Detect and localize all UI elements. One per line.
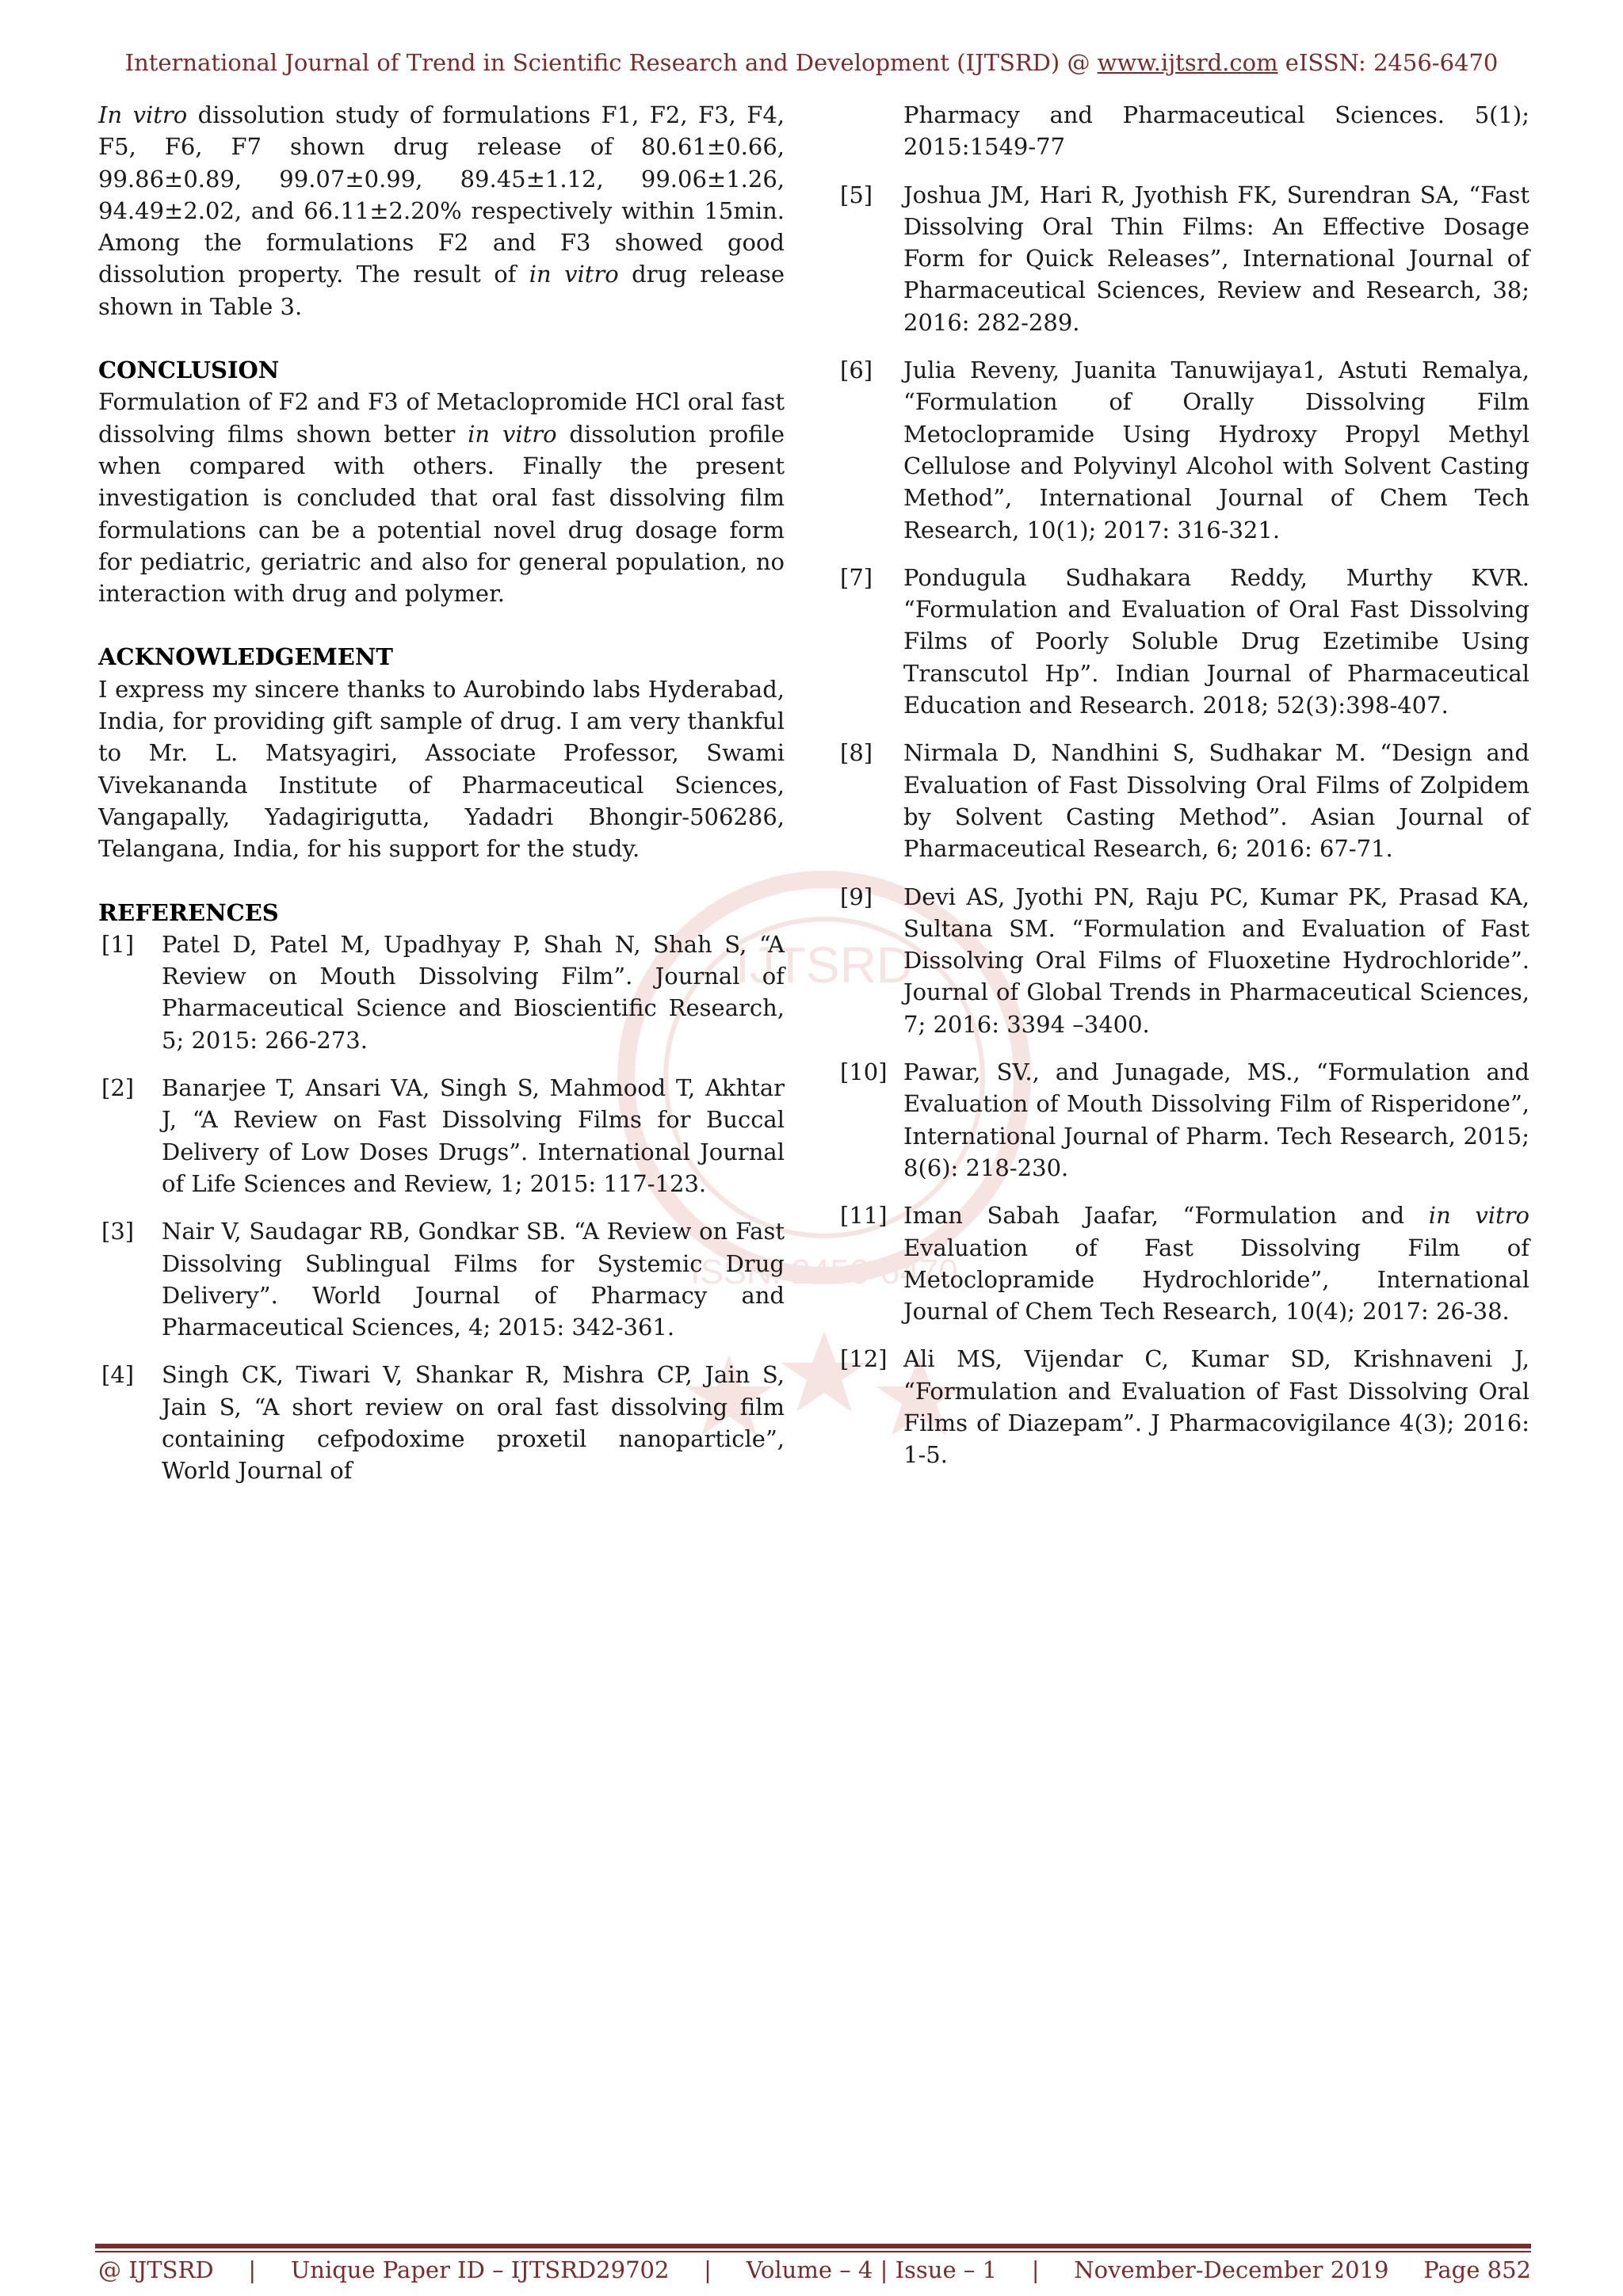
header-website-link[interactable]: www.ijtsrd.com	[1097, 49, 1278, 76]
reference-item: [11] Iman Sabah Jaafar, “Formulation and in vitro Evaluation of Fast Dissolving Film of Metoclopramide Hydrochloride”, International Journal of Chem Tech Research, 10(4); 2017: 26-38.	[840, 1202, 1529, 1325]
reference-item: [6] Julia Reveny, Juanita Tanuwijaya1, Astuti Remalya, “Formulation of Orally Dissolving Film Metoclopramide Using Hydroxy Propyl Methyl Cellulose and Polyvinyl Alcohol with Solvent Casting Method”, International Journal of Chem Tech Research, 10(1); 2017: 316-321.	[840, 357, 1529, 543]
footer-rule-thick	[95, 2244, 1531, 2248]
footer-site: @ IJTSRD	[98, 2256, 214, 2283]
references-heading: REFERENCES	[98, 898, 279, 926]
reference-item-continued: Pharmacy and Pharmaceutical Sciences. 5(1); 2015:1549-77	[903, 101, 1529, 161]
right-column	[840, 99, 1529, 1487]
watermark-text: IJTSRD	[735, 936, 913, 994]
footer-page-number: Page 852	[1423, 2256, 1531, 2283]
footer-separator: |	[704, 2256, 712, 2283]
footer-separator: |	[248, 2256, 257, 2283]
running-header	[0, 49, 1623, 76]
conclusion-paragraph: Formulation of F2 and F3 of Metaclopromide HCl oral fast dissolving films shown better in vitro dissolution profile when compared with others. Finally the present investigation is concluded that oral fast dissolving film formulations can be a potential novel drug dosage form for pediatric, geriatric and also for general population, no interaction with drug and polymer.	[98, 388, 785, 608]
reference-item: [5] Joshua JM, Hari R, Jyothish FK, Surendran SA, “Fast Dissolving Oral Thin Films: An Effective Dosage Form for Quick Releases”, International Journal of Pharmaceutical Sciences, Review and Research, 38; 2016: 282-289.	[840, 181, 1529, 336]
running-footer	[98, 2256, 1531, 2283]
reference-item: [3] Nair V, Saudagar RB, Gondkar SB. “A Review on Fast Dissolving Sublingual Films for Systemic Drug Delivery”. World Journal of Pharmacy and Pharmaceutical Sciences, 4; 2015: 342-361.	[101, 1218, 785, 1341]
footer-separator: |	[1031, 2256, 1040, 2283]
results-paragraph: In vitro dissolution study of formulations F1, F2, F3, F4, F5, F6, F7 shown drug release of 80.61±0.66, 99.86±0.89, 99.07±0.99, 89.45±1.12, 99.06±1.26, 94.49±2.02, and 66.11±2.20% respectively within 15min. Among the formulations F2 and F3 showed good dissolution property. The result of in vitro drug release shown in Table 3.	[98, 101, 785, 320]
reference-item: [8] Nirmala D, Nandhini S, Sudhakar M. “Design and Evaluation of Fast Dissolving Oral Films of Zolpidem by Solvent Casting Method”. Asian Journal of Pharmaceutical Research, 6; 2016: 67-71.	[840, 739, 1529, 863]
reference-item: [9] Devi AS, Jyothi PN, Raju PC, Kumar PK, Prasad KA, Sultana SM. “Formulation and Evaluation of Fast Dissolving Oral Films of Fluoxetine Hydrochloride”. Journal of Global Trends in Pharmaceutical Sciences, 7; 2016: 3394 –3400.	[840, 883, 1529, 1038]
watermark-issn: ISSN: 2456-6470	[690, 1253, 958, 1291]
reference-item: [2] Banarjee T, Ansari VA, Singh S, Mahmood T, Akhtar J, “A Review on Fast Dissolving Films for Buccal Delivery of Low Doses Drugs”. International Journal of Life Sciences and Review, 1; 2015: 117-123.	[101, 1074, 785, 1197]
left-column	[98, 99, 785, 1503]
header-journal-name: International Journal of Trend in Scientific Research and Development (IJTSRD) @	[124, 49, 1098, 76]
reference-item: [1] Patel D, Patel M, Upadhyay P, Shah N, Shah S, “A Review on Mouth Dissolving Film”. Journal of Pharmaceutical Science and Bioscientific Research, 5; 2015: 266-273.	[101, 930, 785, 1054]
header-eissn: eISSN: 2456-6470	[1277, 49, 1499, 76]
reference-item: [7] Pondugula Sudhakara Reddy, Murthy KVR. “Formulation and Evaluation of Oral Fast Dissolving Films of Poorly Soluble Drug Ezetimibe Using Transcutol Hp”. Indian Journal of Pharmaceutical Education and Research. 2018; 52(3):398-407.	[840, 563, 1529, 719]
reference-item: [4] Singh CK, Tiwari V, Shankar R, Mishra CP, Jain S, Jain S, “A short review on oral fast dissolving film containing cefpodoxime proxetil nanoparticle”, World Journal of	[101, 1361, 785, 1485]
references-list-left	[98, 929, 785, 1487]
footer-paper-id: Unique Paper ID – IJTSRD29702	[290, 2256, 670, 2283]
footer-date: November-December 2019	[1074, 2256, 1389, 2283]
conclusion-heading: CONCLUSION	[98, 357, 280, 384]
reference-item: [10] Pawar, SV., and Junagade, MS., “Formulation and Evaluation of Mouth Dissolving Film of Risperidone”, International Journal of Pharm. Tech Research, 2015; 8(6): 218-230.	[840, 1058, 1529, 1181]
footer-rule-thin	[95, 2251, 1531, 2252]
acknowledgement-heading: ACKNOWLEDGEMENT	[98, 643, 393, 671]
footer-volume-issue: Volume – 4 | Issue – 1	[746, 2256, 998, 2283]
acknowledgement-paragraph: I express my sincere thanks to Aurobindo labs Hyderabad, India, for providing gift sample of drug. I am very thankful to Mr. L. Matsyagiri, Associate Professor, Swami Vivekananda Institute of Pharmaceutical Sciences, Vangapally, Yadagirigutta, Yadadri Bhongir-506286, Telangana, India, for his support for the study.	[98, 675, 785, 863]
references-list-right	[840, 99, 1529, 1471]
reference-item: [12] Ali MS, Vijendar C, Kumar SD, Krishnaveni J, “Formulation and Evaluation of Fast Dissolving Oral Films of Diazepam”. J Pharmacovigilance 4(3); 2016: 1-5.	[840, 1345, 1529, 1469]
